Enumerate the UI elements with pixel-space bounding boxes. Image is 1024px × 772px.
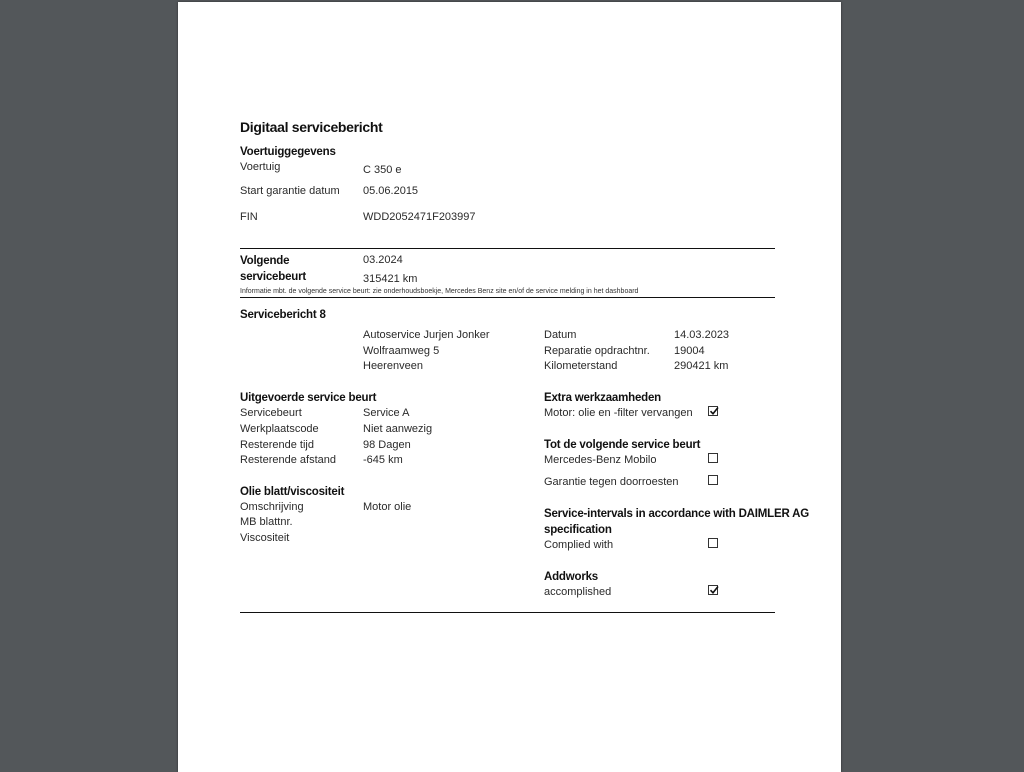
checkmark-icon xyxy=(709,585,719,595)
extra-work-item-label: Motor: olie en -filter vervangen xyxy=(544,407,693,419)
until-next-heading: Tot de volgende service beurt xyxy=(544,439,701,451)
date-value: 14.03.2023 xyxy=(674,329,730,341)
vehicle-label: Voertuig xyxy=(240,161,281,173)
extra-work-heading: Extra werkzaamheden xyxy=(544,392,662,404)
addworks-heading: Addworks xyxy=(544,571,598,583)
date-label: Datum xyxy=(544,329,577,341)
fin-value: WDD2052471F203997 xyxy=(363,211,476,223)
rust-warranty-label: Garantie tegen doorroesten xyxy=(544,476,679,488)
divider xyxy=(240,248,775,249)
checkbox-accomplished[interactable] xyxy=(708,585,718,595)
vehicle-heading: Voertuiggegevens xyxy=(240,146,336,158)
mileage-value: 290421 km xyxy=(674,360,729,372)
viscosity-label: Viscositeit xyxy=(240,532,290,544)
accomplished-label: accomplished xyxy=(544,586,612,598)
warranty-start-value: 05.06.2015 xyxy=(363,185,419,197)
intervals-heading-line2: specification xyxy=(544,524,612,536)
performed-heading: Uitgevoerde service beurt xyxy=(240,392,377,404)
oil-description-label: Omschrijving xyxy=(240,501,304,513)
next-service-km: 315421 km xyxy=(363,273,418,285)
checkbox-oil-filter[interactable] xyxy=(708,406,718,416)
checkbox-mobilo[interactable] xyxy=(708,453,718,463)
mb-sheet-number-label: MB blattnr. xyxy=(240,516,293,528)
mobilo-label: Mercedes-Benz Mobilo xyxy=(544,454,657,466)
checkmark-icon xyxy=(709,406,719,416)
document-page xyxy=(178,2,841,772)
service-type-value: Service A xyxy=(363,407,410,419)
document-title: Digitaal servicebericht xyxy=(240,119,383,135)
warranty-start-label: Start garantie datum xyxy=(240,185,340,197)
report-heading: Servicebericht 8 xyxy=(240,309,326,321)
divider xyxy=(240,612,775,613)
checkbox-complied-with[interactable] xyxy=(708,538,718,548)
checkbox-rust-warranty[interactable] xyxy=(708,475,718,485)
order-number-label: Reparatie opdrachtnr. xyxy=(544,345,650,357)
order-number-value: 19004 xyxy=(674,345,705,357)
fin-label: FIN xyxy=(240,211,258,223)
oil-heading: Olie blatt/viscositeit xyxy=(240,486,345,498)
oil-description-value: Motor olie xyxy=(363,501,412,513)
vehicle-value: C 350 e xyxy=(363,164,402,176)
next-service-date: 03.2024 xyxy=(363,254,403,266)
intervals-heading-line1: Service-intervals in accordance with DAIMLER AG xyxy=(544,508,809,520)
remaining-time-value: 98 Dagen xyxy=(363,439,411,451)
remaining-distance-value: -645 km xyxy=(363,454,403,466)
complied-with-label: Complied with xyxy=(544,539,614,551)
workshop-name: Autoservice Jurjen Jonker xyxy=(363,329,490,341)
workshop-code-label: Werkplaatscode xyxy=(240,423,319,435)
workshop-city: Heerenveen xyxy=(363,360,423,372)
next-service-heading-line2: servicebeurt xyxy=(240,271,306,283)
next-service-heading-line1: Volgende xyxy=(240,255,290,267)
next-service-note: Informatie mbt. de volgende service beurt: zie onderhoudsboekje, Mercedes Benz site en/of de service melding in het dashboard xyxy=(240,288,639,295)
remaining-distance-label: Resterende afstand xyxy=(240,454,337,466)
remaining-time-label: Resterende tijd xyxy=(240,439,314,451)
mileage-label: Kilometerstand xyxy=(544,360,618,372)
service-type-label: Servicebeurt xyxy=(240,407,302,419)
divider xyxy=(240,297,775,298)
workshop-code-value: Niet aanwezig xyxy=(363,423,433,435)
workshop-street: Wolfraamweg 5 xyxy=(363,345,440,357)
